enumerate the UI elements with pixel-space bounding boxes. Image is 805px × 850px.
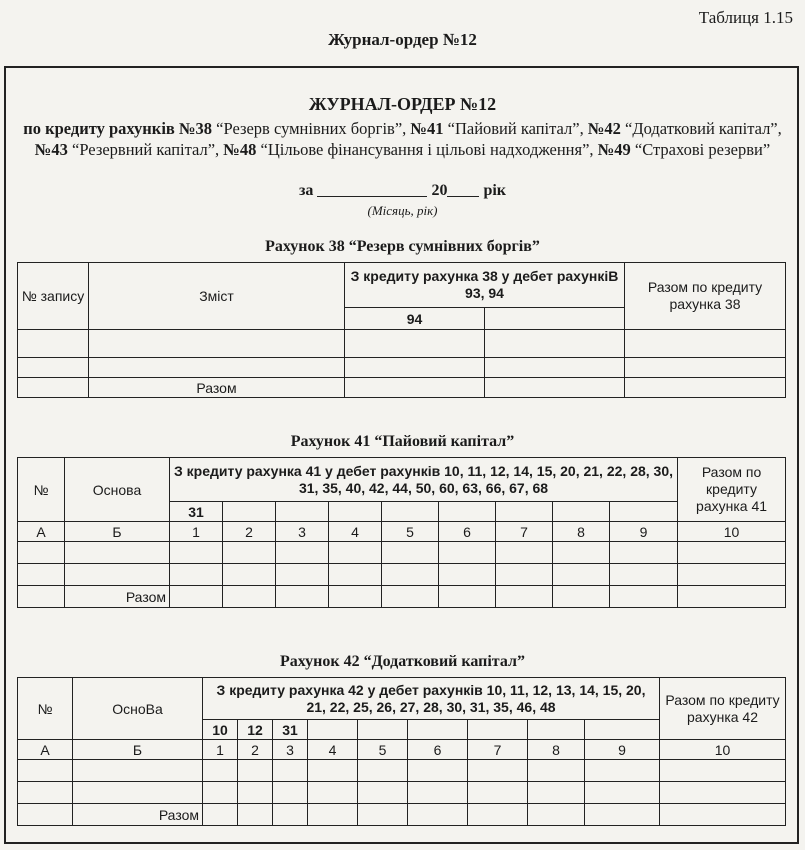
subtitle-part: №42 bbox=[587, 119, 621, 138]
month-blank-field[interactable] bbox=[317, 182, 427, 197]
column-number-cell: 2 bbox=[238, 740, 273, 760]
cell[interactable] bbox=[553, 542, 610, 564]
cell[interactable] bbox=[276, 542, 329, 564]
column-number-cell: 9 bbox=[610, 522, 678, 542]
cell[interactable] bbox=[170, 564, 223, 586]
column-number-cell: 9 bbox=[585, 740, 660, 760]
cell[interactable] bbox=[439, 542, 496, 564]
acc38-col-content: Зміст bbox=[89, 263, 345, 330]
cell[interactable] bbox=[358, 760, 408, 782]
cell[interactable] bbox=[585, 760, 660, 782]
acc42-sub-10: 10 bbox=[203, 720, 238, 740]
cell[interactable] bbox=[625, 330, 786, 358]
cell[interactable] bbox=[273, 760, 308, 782]
acc41-title: Рахунок 41 “Пайовий капітал” bbox=[290, 433, 515, 450]
subtitle-part: №41 bbox=[410, 119, 444, 138]
acc42-col-total: Разом по кредиту рахунка 42 bbox=[660, 678, 786, 740]
cell[interactable] bbox=[528, 782, 585, 804]
subtitle-part: №48 bbox=[223, 140, 257, 159]
table-row bbox=[18, 760, 786, 782]
acc42-sub-12: 12 bbox=[238, 720, 273, 740]
column-number-cell: 10 bbox=[678, 522, 786, 542]
cell[interactable] bbox=[439, 564, 496, 586]
cell[interactable] bbox=[678, 542, 786, 564]
cell[interactable] bbox=[329, 564, 382, 586]
subtitle-part: “Додатковий капітал”, bbox=[620, 119, 782, 138]
cell[interactable] bbox=[223, 542, 276, 564]
acc41-table bbox=[17, 457, 786, 608]
acc38-sub-empty bbox=[485, 308, 625, 330]
cell[interactable] bbox=[553, 564, 610, 586]
table-row bbox=[18, 782, 786, 804]
cell[interactable] bbox=[625, 358, 786, 378]
cell[interactable] bbox=[345, 358, 485, 378]
subtitle-part: “Пайовий капітал”, bbox=[443, 119, 588, 138]
cell[interactable] bbox=[408, 760, 468, 782]
year-word: рік bbox=[483, 182, 506, 199]
subtitle-part: “Страхові резерви” bbox=[630, 140, 771, 159]
cell[interactable] bbox=[89, 330, 345, 358]
cell[interactable] bbox=[678, 564, 786, 586]
document-title: Журнал-ордер №12 bbox=[328, 30, 477, 49]
cell[interactable] bbox=[485, 358, 625, 378]
for-word: за bbox=[299, 182, 314, 199]
column-number-cell: 3 bbox=[273, 740, 308, 760]
form-heading: ЖУРНАЛ-ОРДЕР №12 bbox=[308, 94, 497, 114]
year-blank-field[interactable] bbox=[447, 182, 479, 197]
acc41-number-row bbox=[18, 522, 786, 542]
cell[interactable] bbox=[496, 564, 553, 586]
cell[interactable] bbox=[308, 782, 358, 804]
acc42-number-row bbox=[18, 740, 786, 760]
acc41-total-label: Разом bbox=[65, 586, 170, 608]
acc38-table bbox=[17, 262, 786, 398]
acc42-col-credit: З кредиту рахунка 42 у дебет рахунків 10, 11, 12, 13, 14, 15, 20, 21, 22, 25, 26, 27, 28, 30, 31, 35, 46, 48 bbox=[203, 678, 660, 720]
column-number-cell: А bbox=[18, 740, 73, 760]
cell[interactable] bbox=[528, 760, 585, 782]
cell[interactable] bbox=[308, 760, 358, 782]
cell[interactable] bbox=[203, 782, 238, 804]
acc41-col-total: Разом по кредиту рахунка 41 bbox=[678, 458, 786, 522]
acc41-col-credit: З кредиту рахунка 41 у дебет рахунків 10, 11, 12, 14, 15, 20, 21, 22, 28, 30, 31, 35, 40, 42, 44, 50, 60, 63, 66, 67, 68 bbox=[170, 458, 678, 502]
subtitle-part: “Цільове фінансування і цільові надходження”, bbox=[256, 140, 598, 159]
cell[interactable] bbox=[238, 760, 273, 782]
cell[interactable] bbox=[238, 782, 273, 804]
column-number-cell: 2 bbox=[223, 522, 276, 542]
cell[interactable] bbox=[65, 564, 170, 586]
acc38-title: Рахунок 38 “Резерв сумнівних боргів” bbox=[265, 238, 540, 255]
cell[interactable] bbox=[18, 542, 65, 564]
cell[interactable] bbox=[18, 760, 73, 782]
column-number-cell: 7 bbox=[496, 522, 553, 542]
cell[interactable] bbox=[18, 564, 65, 586]
cell[interactable] bbox=[358, 782, 408, 804]
acc41-sub-31: 31 bbox=[170, 502, 223, 522]
cell[interactable] bbox=[170, 542, 223, 564]
acc42-sub-31: 31 bbox=[273, 720, 308, 740]
cell[interactable] bbox=[203, 760, 238, 782]
column-number-cell: 10 bbox=[660, 740, 786, 760]
cell[interactable] bbox=[273, 782, 308, 804]
column-number-cell: Б bbox=[73, 740, 203, 760]
subtitle-part: по кредиту рахунків bbox=[23, 119, 179, 138]
acc38-total-row bbox=[18, 378, 786, 398]
acc42-col-basis: ОсноВа bbox=[73, 678, 203, 740]
acc41-col-basis: Основа bbox=[65, 458, 170, 522]
column-number-cell: 5 bbox=[382, 522, 439, 542]
form-subtitle bbox=[12, 118, 793, 160]
acc42-total-row bbox=[18, 804, 786, 826]
subtitle-part: “Резервний капітал”, bbox=[67, 140, 224, 159]
column-number-cell: Б bbox=[65, 522, 170, 542]
table-row bbox=[18, 330, 786, 358]
cell[interactable] bbox=[408, 782, 468, 804]
period-line bbox=[0, 182, 805, 200]
acc38-total-label: Разом bbox=[89, 378, 345, 398]
acc41-total-row bbox=[18, 586, 786, 608]
cell[interactable] bbox=[485, 330, 625, 358]
cell[interactable] bbox=[496, 542, 553, 564]
acc38-col-no: № запису bbox=[18, 263, 89, 330]
acc42-col-no: № bbox=[18, 678, 73, 740]
acc42-title: Рахунок 42 “Додатковий капітал” bbox=[280, 653, 525, 670]
column-number-cell: 7 bbox=[468, 740, 528, 760]
column-number-cell: 8 bbox=[553, 522, 610, 542]
cell[interactable] bbox=[660, 782, 786, 804]
column-number-cell: 5 bbox=[358, 740, 408, 760]
column-number-cell: 6 bbox=[408, 740, 468, 760]
cell[interactable] bbox=[610, 542, 678, 564]
subtitle-part: №49 bbox=[597, 140, 631, 159]
cell[interactable] bbox=[382, 542, 439, 564]
column-number-cell: 3 bbox=[276, 522, 329, 542]
column-number-cell: 6 bbox=[439, 522, 496, 542]
cell[interactable] bbox=[329, 542, 382, 564]
column-number-cell: А bbox=[18, 522, 65, 542]
cell[interactable] bbox=[223, 564, 276, 586]
cell[interactable] bbox=[660, 760, 786, 782]
period-hint: (Місяць, рік) bbox=[367, 203, 438, 218]
cell[interactable] bbox=[73, 760, 203, 782]
acc42-table bbox=[17, 677, 786, 826]
column-number-cell: 8 bbox=[528, 740, 585, 760]
cell[interactable] bbox=[610, 564, 678, 586]
acc38-sub-94: 94 bbox=[345, 308, 485, 330]
cell[interactable] bbox=[468, 760, 528, 782]
table-row bbox=[18, 542, 786, 564]
cell[interactable] bbox=[89, 358, 345, 378]
column-number-cell: 1 bbox=[170, 522, 223, 542]
table-number-label: Таблиця 1.15 bbox=[698, 8, 793, 27]
year-prefix: 20 bbox=[431, 182, 448, 199]
cell[interactable] bbox=[18, 782, 73, 804]
subtitle-part: “Резерв сумнівних боргів”, bbox=[212, 119, 411, 138]
cell[interactable] bbox=[73, 782, 203, 804]
acc41-col-no: № bbox=[18, 458, 65, 522]
subtitle-part: №43 bbox=[34, 140, 68, 159]
cell[interactable] bbox=[65, 542, 170, 564]
acc38-col-total: Разом по кредиту рахунка 38 bbox=[625, 263, 786, 330]
cell[interactable] bbox=[276, 564, 329, 586]
acc38-col-credit: З кредиту рахунка 38 у дебет рахункіВ 93, 94 bbox=[345, 263, 625, 308]
column-number-cell: 4 bbox=[308, 740, 358, 760]
column-number-cell: 4 bbox=[329, 522, 382, 542]
subtitle-part: №38 bbox=[178, 119, 213, 138]
column-number-cell: 1 bbox=[203, 740, 238, 760]
table-row bbox=[18, 564, 786, 586]
cell[interactable] bbox=[468, 782, 528, 804]
acc42-total-label: Разом bbox=[73, 804, 203, 826]
cell[interactable] bbox=[382, 564, 439, 586]
table-row bbox=[18, 358, 786, 378]
cell[interactable] bbox=[345, 330, 485, 358]
cell[interactable] bbox=[585, 782, 660, 804]
cell[interactable] bbox=[18, 330, 89, 358]
cell[interactable] bbox=[18, 358, 89, 378]
